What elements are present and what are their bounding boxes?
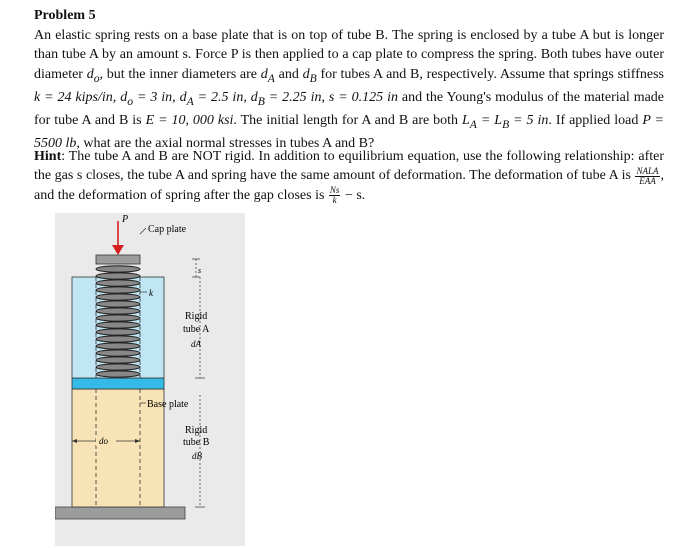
spring-tube-diagram bbox=[55, 213, 245, 546]
gap-label: s bbox=[198, 266, 202, 275]
tube-a-deformation-fraction: $\frac{\text{NALA}}{\text{EAA}}$ bbox=[636, 165, 659, 186]
load-label: P bbox=[122, 214, 129, 225]
tube-b-label-line2: tube B bbox=[183, 437, 210, 448]
hint-paragraph: Hint: The tube A and B are NOT rigid. In addition to equilibrium equation, use the following relationship: after the gas s closes, the tube A and spring have the same amount of deformation. The deformation of tube A is $\frac{\text{NALA}}{\text{EAA}}$ , and the deformation of spring after the gap closes is $\frac{Ns}{k}$ − s. bbox=[34, 149, 664, 206]
base-plate-label: Base plate bbox=[147, 399, 189, 410]
tube-b-diameter-label: dB bbox=[192, 451, 202, 461]
spring-stiffness-label: k bbox=[149, 288, 153, 298]
problem-statement: An elastic spring rests on a base plate that is on top of tube B. The spring is enclosed by a tube A but is longer than tube A by an amount s. Force P is then applied to a cap plate to compress the spring. Both tubes have outer diameter $d_o$, but the inner diameters are $d_A$ and $d_B$ for tubes A and B, respectively. Assume that springs stiffness k = 24 kips/in, $d_o = 3$ in, $d_A = 2.5$ in, $d_B = 2.25$ in, s = 0.125 in and the Young's modulus of the material made for tube A and B is E = 10, 000 ksi. The initial length for A and B are both $L_A = L_B = 5$ in. If applied load P = 5500 lb, what are the axial normal stresses in tubes A and B? bbox=[34, 28, 665, 152]
tube-a-label-line1: Rigid bbox=[185, 311, 208, 322]
tube-a-label-line2: tube A bbox=[183, 324, 210, 335]
base-plate bbox=[72, 378, 164, 389]
problem-title: Problem 5 bbox=[34, 8, 96, 23]
spring-deformation-fraction: $\frac{Ns}{k}$ bbox=[329, 185, 340, 206]
tube-a-diameter-label: dA bbox=[191, 339, 201, 349]
cap-plate-label: Cap plate bbox=[148, 224, 187, 235]
ground bbox=[55, 507, 185, 519]
tube-b-label-line1: Rigid bbox=[185, 425, 208, 436]
outer-diameter-label: do bbox=[99, 436, 108, 446]
hint-label: Hint bbox=[34, 149, 62, 164]
cap-plate bbox=[96, 255, 140, 264]
